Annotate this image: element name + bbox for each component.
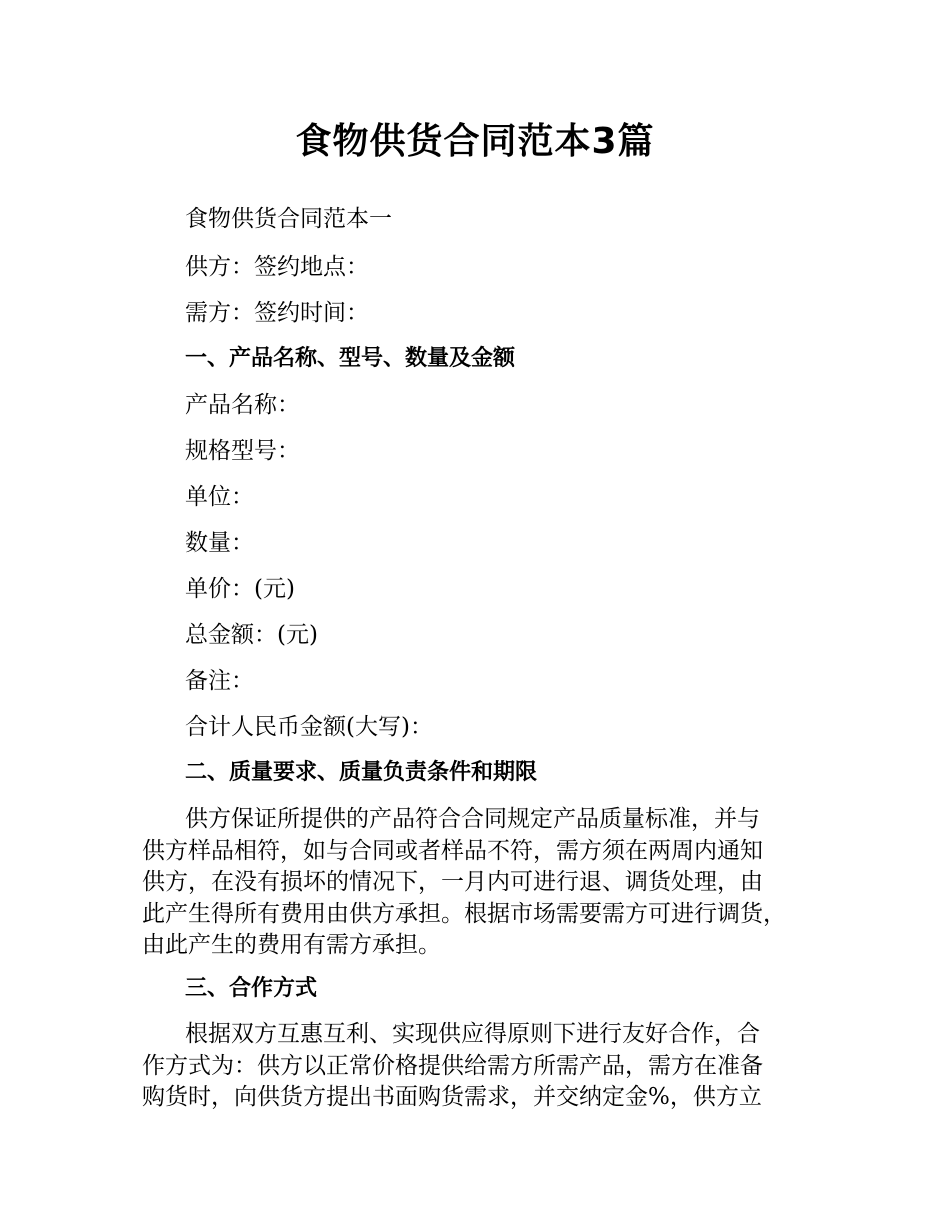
section-2-paragraph bbox=[142, 804, 832, 962]
field-quantity: 数量： bbox=[185, 530, 254, 556]
field-remarks: 备注： bbox=[185, 668, 254, 694]
supplier-signing-place-line: 供方：签约地点： bbox=[185, 254, 369, 280]
paragraph-line: 由此产生的费用有需方承担。 bbox=[142, 932, 441, 958]
paragraph-line: 供方，在没有损坏的情况下，一月内可进行退、调货处理，由 bbox=[142, 869, 763, 895]
buyer-signing-time-line: 需方：签约时间： bbox=[185, 300, 369, 326]
field-product-name: 产品名称： bbox=[185, 392, 300, 418]
paragraph-line: 根据双方互惠互利、实现供应得原则下进行友好合作，合 bbox=[185, 1021, 760, 1047]
paragraph-line: 作方式为：供方以正常价格提供给需方所需产品，需方在准备 bbox=[142, 1052, 763, 1079]
section-1-heading: 一、产品名称、型号、数量及金额 bbox=[185, 346, 516, 371]
field-unit-price: 单价：(元) bbox=[185, 576, 295, 602]
paragraph-line: 供方样品相符，如与合同或者样品不符，需方须在两周内通知 bbox=[142, 837, 763, 864]
section-3-heading: 三、合作方式 bbox=[185, 976, 318, 1001]
field-total-rmb-uppercase: 合计人民币金额(大写)： bbox=[185, 714, 433, 740]
paragraph-line: 购货时，向供货方提出书面购货需求，并交纳定金%，供方立 bbox=[142, 1084, 762, 1110]
field-total-amount: 总金额：(元) bbox=[185, 622, 318, 648]
field-spec-model: 规格型号： bbox=[185, 438, 300, 464]
section-3-paragraph bbox=[142, 1019, 832, 1114]
document-title: 食物供货合同范本3篇 bbox=[295, 121, 655, 162]
paragraph-line: 供方保证所提供的产品符合合同规定产品质量标准，并与 bbox=[185, 806, 760, 832]
paragraph-line: 此产生得所有费用由供方承担。根据市场需要需方可进行调货， bbox=[142, 900, 786, 927]
document-subtitle: 食物供货合同范本一 bbox=[185, 206, 392, 232]
field-unit: 单位： bbox=[185, 484, 254, 510]
section-2-heading: 二、质量要求、质量负责条件和期限 bbox=[185, 760, 538, 785]
